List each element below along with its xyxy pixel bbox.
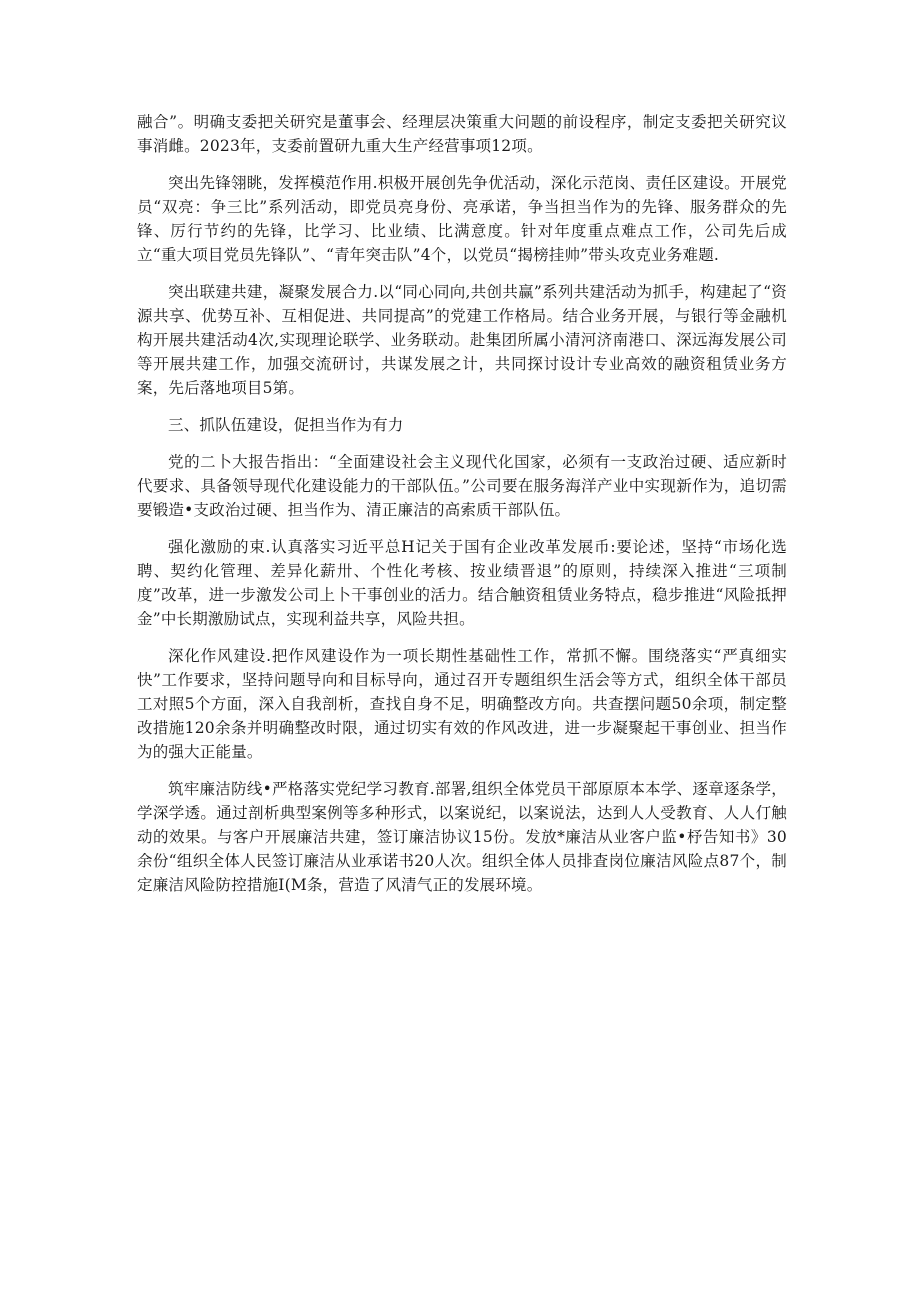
paragraph-5: 强化激励的束.认真落实习近平总H记关于国有企业改革发展币:要论述，坚持“市场化选聘、契约化管理、差异化薪卅、个性化考核、按业绩晋退”的原则，持续深入推进“三项制度”改革，进一步激发公司上卜干事创业的活力。结合触资租赁业务特点，稳步推进“风险抵押金”中长期激励试点，实现利益共享，风险共担。 [137, 538, 787, 628]
section-heading: 三、抓队伍建设，促担当作为有力 [168, 416, 404, 434]
paragraph-6: 深化作风建设.把作风建设作为一项长期性基础性工作，常抓不懈。围绕落实“严真细实快”工作要求，坚持问题导向和目标导向，通过召开专题组织生活会等方式，组织全体干部员工对照5个方面，深入自我剖析，查找自身不足，明确整改方向。共查摆问题50余项，制定整改措施120余条并明确整改时限，通过切实有效的作风改进，进一步凝聚起干事创业、担当作为的强大正能量。 [137, 647, 787, 761]
paragraph-3: 突出联建共建，凝聚发展合力.以“同心同向,共创共赢”系列共建活动为抓手，构建起了“资源共享、优势互补、互相促进、共同提高”的党建工作格局。结合业务开展，与银行等金融机构开展共建活动4次,实现理论联学、业务联动。赴集团所属小清河济南港口、深远海发展公司等开展共建工作，加强交流研讨，共谋发展之计，共同探讨设计专业高效的融资租赁业务方案，先后落地项目5第。 [137, 283, 787, 397]
paragraph-7: 筑牢廉洁防线•严格落实党纪学习教育.部署,组织全体党员干部原原本本学、逐章逐条学，学深学透。通过剖析典型案例等多种形式，以案说纪，以案说法，达到人人受教育、人人仃触动的效果。与客户开展廉洁共建，签订廉洁协议15份。发放*廉洁从业客户监•杼告知书》30余份“组织全体人民签订廉洁从业承诺书20人次。组织全体人员排査岗位廉洁风险点87个，制定廉洁风险防控措施I(M条，营造了风清气正的发展环境。 [137, 780, 787, 894]
paragraph-2: 突出先锋翎眺，发挥模范作用.枳极开展创先争优活动，深化示范岗、责任区建设。开展党员“双亮：争三比”系列活动，即党员亮身份、亮承诺，争当担当作为的先锋、服务群众的先锋、厉行节约的先锋，比学习、比业绩、比满意度。针对年度重点难点工作，公司先后成立“重大项目党员先锋队”、“青年突击队”4个，以党员“揭榜挂帅”带头攻克业务难题. [137, 174, 787, 264]
document-page [137, 110, 787, 910]
paragraph-1: 融合”。明确支委把关研究是董事会、经理层决策重大问题的前设程序，制定支委把关研究议事消雌。2023年，支委前置研九重大生产经营事项12项。 [137, 113, 787, 155]
paragraph-4: 党的二卜大报告指出：“全面建设社会主义现代化国家，必须有一支政治过硬、适应新时代要求、具备领导现代化建设能力的干部队伍。”公司要在服务海洋产业中实现新作为，追切需要锻造•支政治过硬、担当作为、清正廉洁的高索质干部队伍。 [137, 453, 787, 519]
